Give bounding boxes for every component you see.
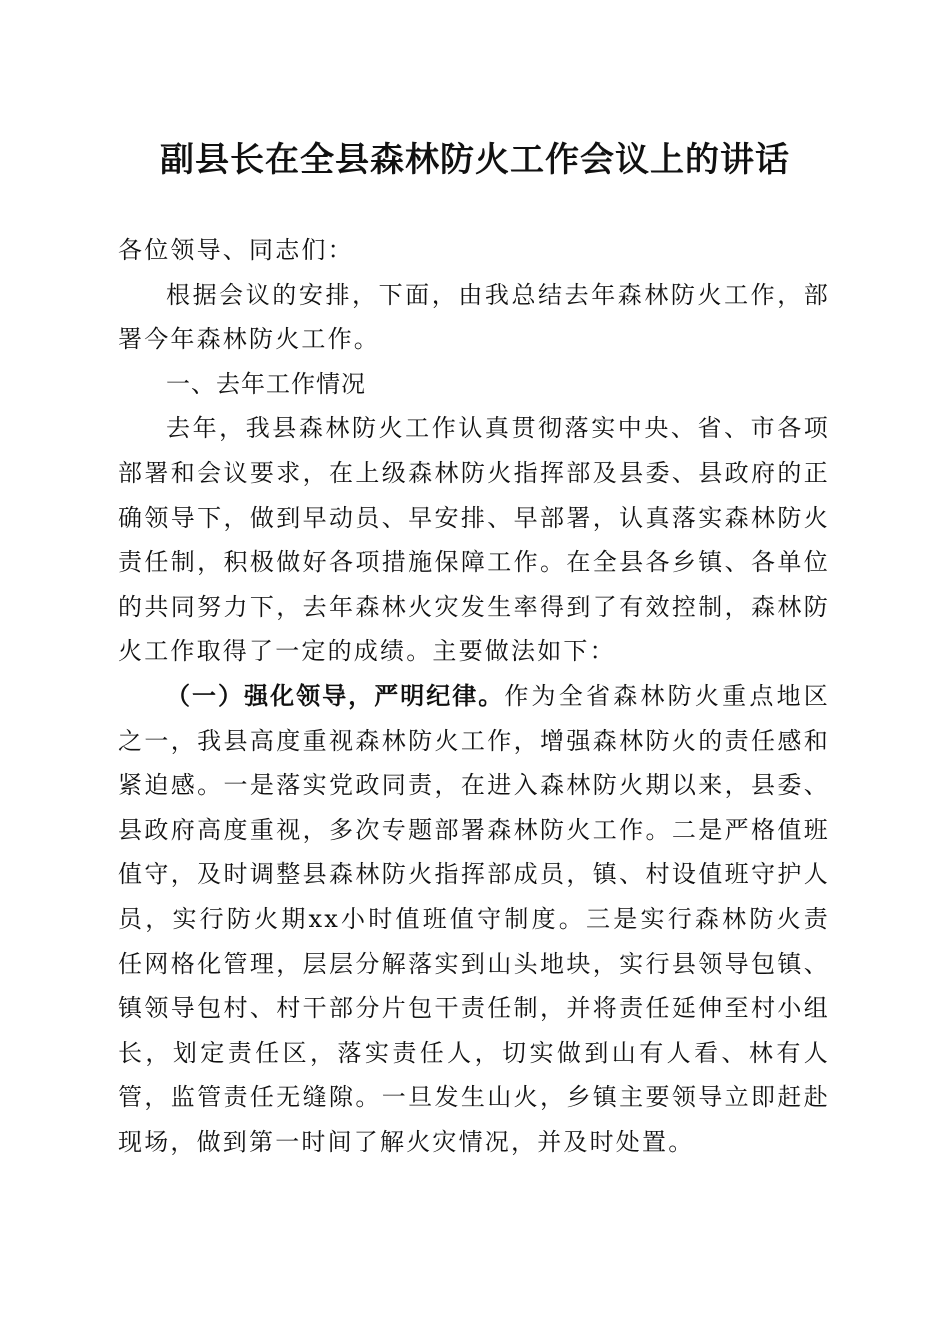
section-paragraph: 去年，我县森林防火工作认真贯彻落实中央、省、市各项部署和会议要求，在上级森林防火指挥部及县委、县政府的正确领导下，做到早动员、早安排、早部署，认真落实森林防火责任制，积极做好各项措施保障工作。在全县各乡镇、各单位的共同努力下，去年森林火灾发生率得到了有效控制，森林防火工作取得了一定的成绩。主要做法如下： xyxy=(118,414,830,666)
document-title: 副县长在全县森林防火工作会议上的讲话 xyxy=(160,140,790,180)
subsection-heading: （一）强化领导，严明纪律。 xyxy=(166,681,505,710)
intro-paragraph: 根据会议的安排，下面，由我总结去年森林防火工作，部署今年森林防火工作。 xyxy=(118,280,830,354)
section-heading: 一、去年工作情况 xyxy=(166,369,366,398)
salutation: 各位领导、同志们： xyxy=(118,236,354,264)
subsection-paragraph xyxy=(118,674,830,1165)
subsection-text: 作为全省森林防火重点地区之一，我县高度重视森林防火工作，增强森林防火的责任感和紧迫感。一是落实党政同责，在进入森林防火期以来，县委、县政府高度重视，多次专题部署森林防火工作。二是严格值班值守，及时调整县森林防火指挥部成员，镇、村设值班守护人员，实行防火期xx小时值班值守制度。三是实行森林防火责任网格化管理，层层分解落实到山头地块，实行县领导包镇、镇领导包村、村干部分片包干责任制，并将责任延伸至村小组长，划定责任区，落实责任人，切实做到山有人看、林有人管，监管责任无缝隙。一旦发生山火，乡镇主要领导立即赶赴现场，做到第一时间了解火灾情况，并及时处置。 xyxy=(118,681,830,1156)
document-body xyxy=(118,228,830,1164)
